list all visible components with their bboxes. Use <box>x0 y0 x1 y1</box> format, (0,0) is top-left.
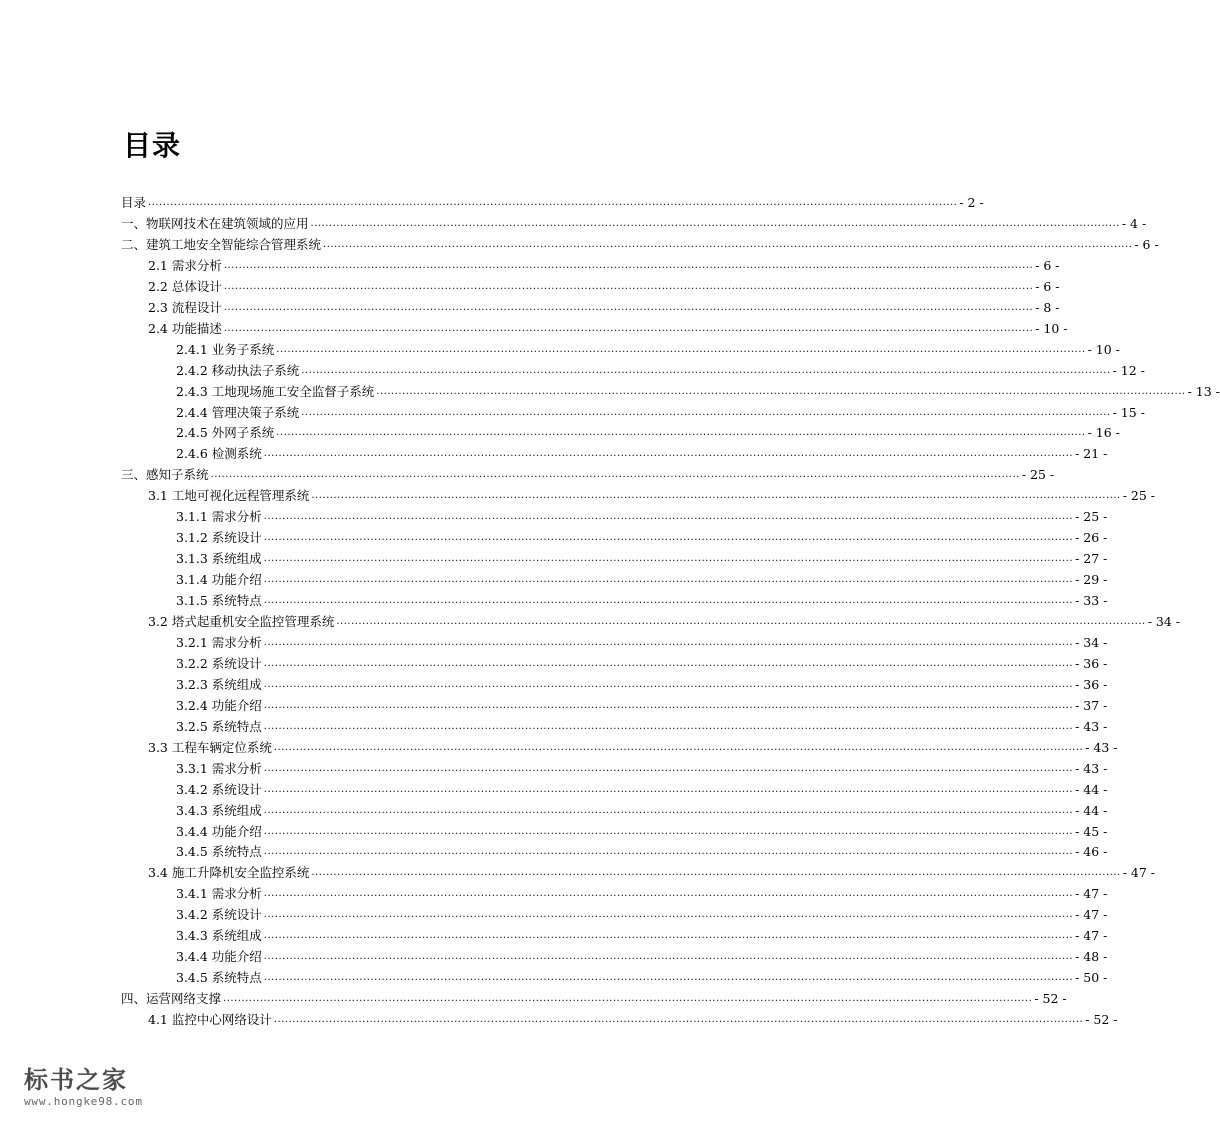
toc-dot-leader: ............................................................................................................................................................................................................................ <box>263 825 1074 837</box>
toc-entry-page: - 43 - <box>1075 760 1108 776</box>
toc-entry-page: - 47 - <box>1122 865 1155 881</box>
toc-entry-page: - 33 - <box>1075 593 1108 609</box>
toc-entry-page: - 4 - <box>1121 215 1147 231</box>
toc-entry[interactable] <box>176 693 1108 714</box>
toc-entry[interactable] <box>121 986 1067 1007</box>
toc-dot-leader: ............................................................................................................................................................................................................................ <box>263 553 1074 565</box>
toc-dot-leader: ............................................................................................................................................................................................................................ <box>263 909 1074 921</box>
toc-entry-page: - 6 - <box>1035 257 1060 273</box>
toc-dot-leader: ............................................................................................................................................................................................................................ <box>263 511 1074 523</box>
toc-entry-page: - 47 - <box>1075 928 1108 944</box>
toc-entry-page: - 43 - <box>1085 739 1118 755</box>
toc-entry[interactable] <box>148 253 1060 274</box>
toc-dot-leader: ............................................................................................................................................................................................................................ <box>223 322 1034 334</box>
toc-entry-page: - 13 - <box>1187 383 1220 399</box>
toc-dot-leader: ............................................................................................................................................................................................................................ <box>276 343 1086 355</box>
toc-dot-leader: ............................................................................................................................................................................................................................ <box>263 657 1074 669</box>
toc-entry-label: 3.1.4 功能介绍 <box>176 572 262 588</box>
toc-entry-label: 2.4.6 检测系统 <box>176 446 262 462</box>
toc-entry[interactable] <box>176 337 1120 358</box>
toc-entry-label: 3.2.4 功能介绍 <box>176 697 262 713</box>
toc-entry[interactable] <box>121 232 1159 253</box>
toc-entry-label: 4.1 监控中心网络设计 <box>148 1012 272 1028</box>
toc-entry[interactable] <box>176 777 1108 798</box>
toc-dot-leader: ............................................................................................................................................................................................................................ <box>263 951 1074 963</box>
toc-entry-label: 3.4.1 需求分析 <box>176 886 262 902</box>
toc-entry-page: - 10 - <box>1087 341 1120 357</box>
toc-entry-label: 3.4 施工升降机安全监控系统 <box>148 865 310 881</box>
toc-entry[interactable] <box>176 902 1108 923</box>
toc-entry[interactable] <box>176 714 1108 735</box>
toc-entry-label: 3.4.5 系统特点 <box>176 970 262 986</box>
toc-entry[interactable] <box>176 420 1120 441</box>
toc-entry[interactable] <box>176 881 1108 902</box>
toc-entry[interactable] <box>176 567 1108 588</box>
toc-entry-label: 3.4.5 系统特点 <box>176 844 262 860</box>
toc-dot-leader: ............................................................................................................................................................................................................................ <box>263 678 1074 690</box>
toc-entry[interactable] <box>176 504 1108 525</box>
page-title: 目录 <box>123 129 182 162</box>
toc-entry[interactable] <box>148 316 1068 337</box>
toc-entry-page: - 43 - <box>1075 718 1108 734</box>
toc-dot-leader: ............................................................................................................................................................................................................................ <box>263 574 1074 586</box>
toc-entry[interactable] <box>176 379 1220 400</box>
toc-entry[interactable] <box>176 798 1108 819</box>
watermark <box>24 1065 143 1108</box>
toc-entry-label: 3.1 工地可视化远程管理系统 <box>148 488 310 504</box>
toc-entry-label: 3.2.5 系统特点 <box>176 718 262 734</box>
toc-entry[interactable] <box>121 462 1055 483</box>
toc-entry[interactable] <box>176 819 1108 840</box>
toc-entry[interactable] <box>148 295 1060 316</box>
toc-entry-label: 3.4.2 系统设计 <box>176 907 262 923</box>
toc-entry-label: 2.4.3 工地现场施工安全监督子系统 <box>176 383 375 399</box>
watermark-url: www.hongke98.com <box>24 1095 143 1108</box>
toc-entry-label: 3.1.3 系统组成 <box>176 551 262 567</box>
toc-dot-leader: ............................................................................................................................................................................................................................ <box>273 1014 1084 1026</box>
toc-entry-label: 3.4.3 系统组成 <box>176 928 262 944</box>
toc-dot-leader: ............................................................................................................................................................................................................................ <box>263 448 1074 460</box>
toc-dot-leader: ............................................................................................................................................................................................................................ <box>263 595 1074 607</box>
toc-entry-label: 3.4.3 系统组成 <box>176 802 262 818</box>
toc-entry-page: - 44 - <box>1075 781 1108 797</box>
toc-entry-page: - 6 - <box>1035 278 1060 294</box>
toc-entry[interactable] <box>176 651 1108 672</box>
toc-entry-label: 3.1.5 系统特点 <box>176 593 262 609</box>
toc-entry-label: 3.2.2 系统设计 <box>176 655 262 671</box>
toc-dot-leader: ............................................................................................................................................................................................................................ <box>210 469 1020 481</box>
toc-entry[interactable] <box>148 860 1155 881</box>
toc-entry[interactable] <box>148 483 1155 504</box>
toc-dot-leader: ............................................................................................................................................................................................................................ <box>223 259 1034 271</box>
toc-dot-leader: ............................................................................................................................................................................................................................ <box>336 616 1146 627</box>
toc-dot-leader: ............................................................................................................................................................................................................................ <box>263 930 1074 942</box>
toc-dot-leader: ............................................................................................................................................................................................................................ <box>223 301 1034 313</box>
toc-entry[interactable] <box>148 274 1060 295</box>
toc-dot-leader: ............................................................................................................................................................................................................................ <box>263 972 1074 984</box>
toc-entry[interactable] <box>176 400 1145 421</box>
toc-entry-page: - 46 - <box>1075 844 1108 860</box>
toc-dot-leader: ............................................................................................................................................................................................................................ <box>263 699 1074 711</box>
toc-entry-page: - 47 - <box>1075 886 1108 902</box>
toc-dot-leader: ............................................................................................................................................................................................................................ <box>311 490 1121 502</box>
toc-entry-label: 三、感知子系统 <box>121 467 209 483</box>
toc-entry[interactable] <box>176 630 1108 651</box>
toc-dot-leader: ............................................................................................................................................................................................................................ <box>310 217 1120 229</box>
toc-entry-label: 3.1.1 需求分析 <box>176 509 262 525</box>
toc-entry-page: - 15 - <box>1112 404 1145 420</box>
toc-entry-page: - 44 - <box>1075 802 1108 818</box>
toc-entry-label: 2.4 功能描述 <box>148 320 222 336</box>
toc-entry[interactable] <box>176 358 1145 379</box>
toc-entry[interactable] <box>176 965 1108 986</box>
toc-entry-label: 3.4.2 系统设计 <box>176 781 262 797</box>
toc-entry-label: 2.4.1 业务子系统 <box>176 341 275 357</box>
toc-entry-page: - 27 - <box>1075 551 1108 567</box>
toc-entry-label: 3.3.1 需求分析 <box>176 760 262 776</box>
toc-entry[interactable] <box>176 525 1108 546</box>
toc-entry-page: - 34 - <box>1075 634 1108 650</box>
toc-entry[interactable] <box>148 1007 1118 1028</box>
toc-entry-page: - 48 - <box>1075 949 1108 965</box>
toc-dot-leader: ............................................................................................................................................................................................................................ <box>263 846 1074 858</box>
toc-entry-page: - 36 - <box>1075 655 1108 671</box>
toc-entry[interactable] <box>176 441 1108 462</box>
toc-entry-page: - 50 - <box>1075 970 1108 986</box>
toc-entry-label: 一、物联网技术在建筑领域的应用 <box>121 215 309 231</box>
toc-entry-page: - 45 - <box>1075 823 1108 839</box>
toc-dot-leader: ............................................................................................................................................................................................................................ <box>263 636 1074 648</box>
toc-dot-leader: ............................................................................................................................................................................................................................ <box>263 783 1074 795</box>
toc-entry-page: - 8 - <box>1035 299 1060 315</box>
toc-entry-label: 3.4.4 功能介绍 <box>176 949 262 965</box>
toc-entry-page: - 16 - <box>1087 425 1120 441</box>
toc-dot-leader: ............................................................................................................................................................................................................................ <box>263 888 1074 900</box>
toc-dot-leader: ............................................................................................................................................................................................................................ <box>376 385 1186 397</box>
toc-entry-label: 2.4.5 外网子系统 <box>176 425 275 441</box>
toc-entry-page: - 10 - <box>1035 320 1068 336</box>
toc-entry[interactable] <box>148 735 1118 756</box>
toc-dot-leader: ............................................................................................................................................................................................................................ <box>263 762 1074 774</box>
toc-dot-leader: ............................................................................................................................................................................................................................ <box>273 741 1084 753</box>
toc-entry-label: 2.4.2 移动执法子系统 <box>176 362 300 378</box>
toc-entry-label: 2.4.4 管理决策子系统 <box>176 404 300 420</box>
toc-dot-leader: ............................................................................................................................................................................................................................ <box>263 720 1074 732</box>
toc-entry-page: - 21 - <box>1075 446 1108 462</box>
toc-entry-page: - 25 - <box>1021 467 1055 483</box>
toc-entry-label: 3.2.3 系统组成 <box>176 676 262 692</box>
toc-entry-page: - 52 - <box>1085 1012 1118 1028</box>
toc-entry[interactable] <box>176 756 1108 777</box>
toc-entry[interactable] <box>176 923 1108 944</box>
toc-entry-page: - 29 - <box>1075 572 1108 588</box>
toc-entry-label: 3.4.4 功能介绍 <box>176 823 262 839</box>
toc-entry-page: - 52 - <box>1034 991 1067 1007</box>
toc-entry-label: 3.2.1 需求分析 <box>176 634 262 650</box>
toc-dot-leader: ............................................................................................................................................................................................................................ <box>263 532 1074 544</box>
toc-entry[interactable] <box>176 672 1108 693</box>
toc-dot-leader: ............................................................................................................................................................................................................................ <box>223 993 1033 1005</box>
toc-entry-label: 2.2 总体设计 <box>148 278 222 294</box>
toc-entry[interactable] <box>176 588 1108 609</box>
toc-entry-label: 3.1.2 系统设计 <box>176 530 262 546</box>
toc-entry-label: 2.1 需求分析 <box>148 257 222 273</box>
toc-entry-label: 2.3 流程设计 <box>148 299 222 315</box>
toc-entry-page: - 6 - <box>1134 236 1159 252</box>
toc-entry-label: 目录 <box>121 195 147 210</box>
toc-dot-leader: ............................................................................................................................................................................................................................ <box>263 804 1074 816</box>
toc-entry[interactable] <box>176 546 1108 567</box>
watermark-brand: 标书之家 <box>24 1066 128 1094</box>
toc-entry-page: - 36 - <box>1075 676 1108 692</box>
toc-entry[interactable] <box>176 839 1108 860</box>
toc-entry-page: - 25 - <box>1075 509 1108 525</box>
toc-entry-label: 3.3 工程车辆定位系统 <box>148 739 272 755</box>
toc-entry[interactable] <box>121 211 1147 232</box>
toc-entry-page: - 26 - <box>1075 530 1108 546</box>
toc-dot-leader: ............................................................................................................................................................................................................................ <box>223 280 1034 292</box>
toc-entry-page: - 2 - <box>959 195 984 210</box>
toc-entry-page: - 47 - <box>1075 907 1108 923</box>
toc-entry[interactable] <box>121 190 984 211</box>
toc-dot-leader: ............................................................................................................................................................................................................................ <box>301 364 1111 376</box>
toc-entry-label: 3.2 塔式起重机安全监控管理系统 <box>148 614 335 629</box>
toc-entry-page: - 12 - <box>1112 362 1145 378</box>
toc-dot-leader: ............................................................................................................................................................................................................................ <box>311 867 1121 879</box>
toc-entry-label: 四、运营网络支撑 <box>121 991 222 1007</box>
toc-dot-leader: ............................................................................................................................................................................................................................ <box>148 197 958 208</box>
toc-entry[interactable] <box>176 944 1108 965</box>
toc-entry-label: 二、建筑工地安全智能综合管理系统 <box>121 236 322 252</box>
toc-entry-page: - 37 - <box>1075 697 1108 713</box>
toc-entry-page: - 25 - <box>1122 488 1155 504</box>
toc-entry-page: - 34 - <box>1147 614 1180 629</box>
toc-dot-leader: ............................................................................................................................................................................................................................ <box>276 427 1086 439</box>
toc-dot-leader: ............................................................................................................................................................................................................................ <box>301 406 1111 418</box>
toc-dot-leader: ............................................................................................................................................................................................................................ <box>323 238 1133 250</box>
toc-entry[interactable] <box>148 609 1180 630</box>
